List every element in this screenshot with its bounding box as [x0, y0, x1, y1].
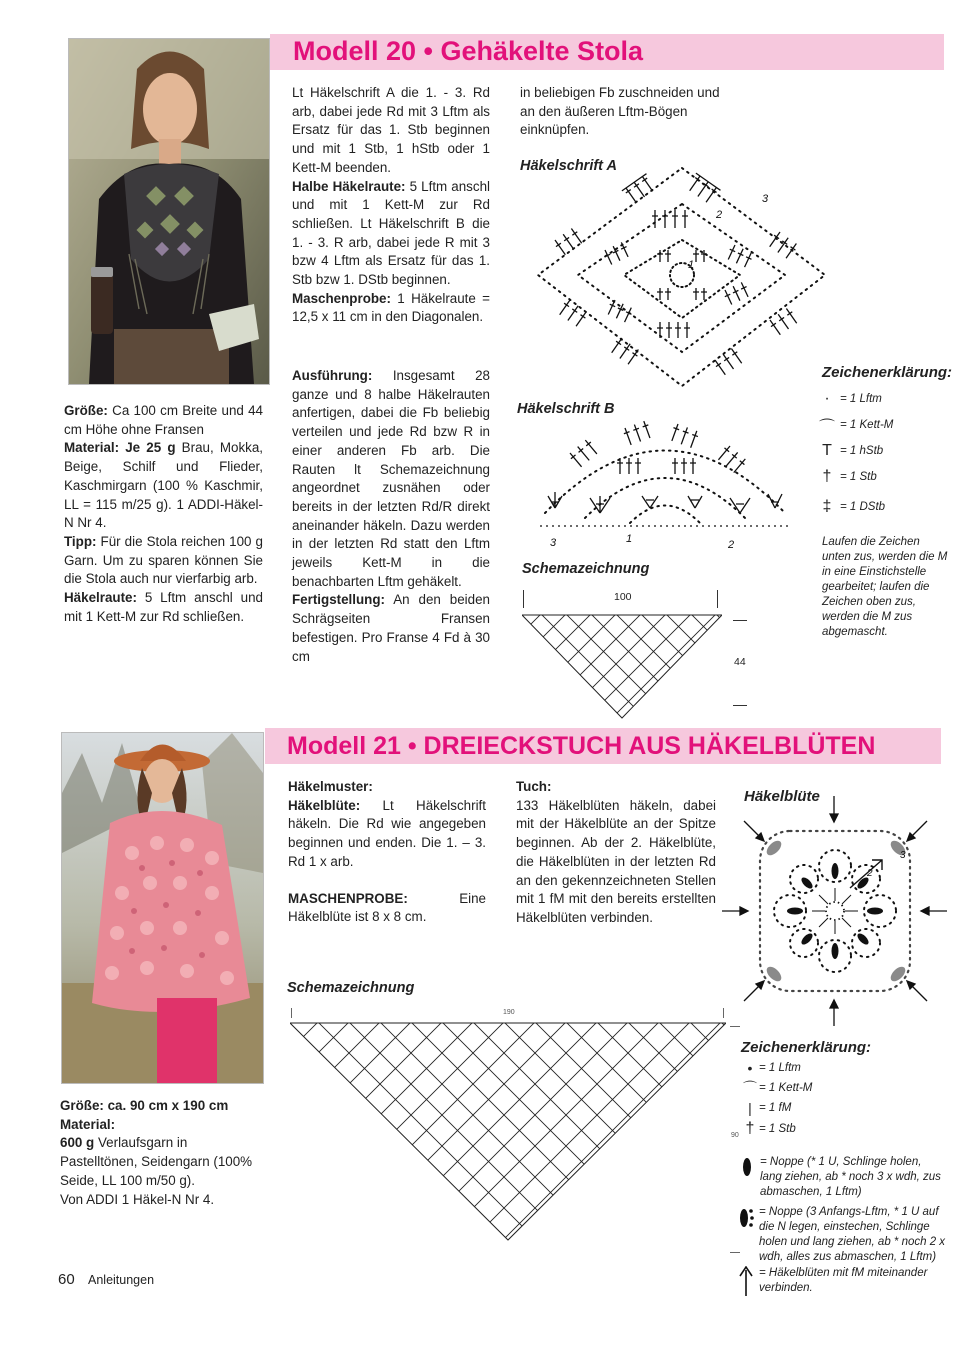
schema-grid-line — [290, 1022, 476, 1242]
schema-grid-line — [411, 1022, 631, 1242]
schema-grid-line — [625, 1022, 726, 1242]
schema-grid-line — [318, 1022, 538, 1242]
m21-schema-height: 90 — [731, 1132, 739, 1139]
m20-legend-row-hdc: T = 1 hStb — [814, 438, 954, 464]
m20-legend-row-slip: ⌒ = 1 Kett-M — [814, 412, 954, 438]
schema-grid-line — [290, 1022, 349, 1242]
flower-round-1: 1 — [860, 878, 866, 889]
m21-tuch-para: 133 Häkelblüten häkeln, dabei mit der Häkelblüte an der Spitze beginnen. Ab der 2. Häkelblüte, die Häkelblüten in der letzten Rd an den gekennzeichneten Stellen mit 1 fM mit den bereits erstellten Häkelblüten verbinden. — [516, 797, 716, 925]
footer-section: Anleitungen — [88, 1273, 155, 1287]
m21-legend-row-chain: • = 1 Lftm — [741, 1058, 941, 1078]
schema-grid-line — [522, 614, 597, 720]
m20-tip-para: Tipp: Für die Stola reichen 100 g Garn. Um zu sparen können Sie die Stola auch nur vierfarbig arb. — [64, 533, 263, 587]
m21-material-label: Material: — [60, 1116, 116, 1132]
schema-grid-line — [560, 614, 666, 720]
m20-raute-para: Häkelraute: 5 Lftm anschl und mit 1 Kett-M zur Rd schließen. — [64, 590, 263, 624]
schema-grid-line — [290, 1022, 318, 1242]
schema-grid-line — [290, 1022, 380, 1242]
crochet-chart-a — [530, 160, 835, 395]
m20-schema-title: Schemazeichnung — [522, 561, 650, 577]
m20-schema-width-tick-left — [523, 590, 524, 608]
m21-size-para: Größe: ca. 90 cm x 190 cm — [60, 1098, 229, 1113]
schema-grid-line — [628, 1022, 726, 1242]
model20-photo — [68, 38, 270, 385]
schema-grid-line — [690, 1022, 726, 1242]
schema-grid-line — [659, 1022, 726, 1242]
chart-b-row-1: 1 — [626, 533, 633, 545]
schema-grid-line — [408, 1022, 628, 1242]
puff-stitch-icon — [741, 1155, 755, 1179]
m21-material-para: 600 g Verlaufsgarn in Pastelltönen, Seidengarn (100% Seide, LL 100 m/50 g). — [60, 1135, 253, 1188]
treble-crochet-icon: ‡ — [822, 498, 832, 515]
m20-schema-height: 44 — [734, 656, 746, 668]
schema-grid-line — [522, 614, 566, 720]
schema-grid-line — [290, 1022, 445, 1242]
model21-photo — [61, 732, 264, 1084]
schema-grid-line — [522, 614, 547, 720]
chart-a-round-1: 1 — [688, 259, 695, 271]
m20-fringe-para: in beliebigen Fb zuschneiden und an den äußeren Lftm-Bögen einknüpfen. — [520, 85, 720, 138]
m21-legend-start-puff: = Noppe (3 Anfangs-Lftm, * 1 U auf die N legen, einstechen, Schlinge holen und lang ziehen, ab * noch 2 x wdh, alles zus abmaschen, 1 Lftm) — [738, 1205, 946, 1265]
m20-gauge-para: Maschenprobe: 1 Häkelraute = 12,5 x 11 cm in den Diagonalen. — [292, 290, 490, 325]
schema-grid-line — [473, 1022, 693, 1242]
model20-col1 — [64, 402, 263, 626]
schema-grid-line — [710, 614, 722, 720]
chain-stitch-icon: · — [824, 390, 830, 407]
schema-grid-line — [566, 614, 672, 720]
schema-grid-line — [635, 614, 722, 720]
schema-grid-line — [721, 1022, 726, 1242]
page-number: 60 — [58, 1271, 75, 1288]
woman-stole-photo — [69, 39, 269, 384]
woman-shawl-photo — [62, 733, 263, 1083]
single-crochet-icon: | — [748, 1100, 752, 1116]
schema-grid-line — [504, 1022, 724, 1242]
schema-grid-line — [610, 614, 716, 720]
chart-a-title: Häkelschrift A — [520, 158, 617, 174]
m21-legend-join: = Häkelblüten mit fM miteinander verbinden. — [739, 1266, 944, 1296]
m20-material-para: Material: Je 25 g Brau, Mokka, Beige, Schilf und Flieder, Kaschmirgarn (100 % Kaschmir, LL = 115 m/25 g). 1 ADDI-Häkel-N Nr 4. — [64, 440, 263, 531]
schema-grid-line — [315, 1022, 535, 1242]
join-arrow-icon — [739, 1266, 753, 1296]
m20-schema-width: 100 — [614, 591, 632, 603]
m21-legend-row-dc: † = 1 Stb — [741, 1118, 941, 1140]
m20-schema-height-tick-top — [733, 620, 747, 621]
schema-grid-line — [346, 1022, 566, 1242]
m21-flower-para: Häkelblüte: Lt Häkelschrift häkeln. Die Rd wie angegeben beginnen und enden. Die 1. – 3. Rd 1 x arb. — [288, 797, 486, 869]
schema-grid-line — [666, 614, 722, 720]
m21-hook-para: Von ADDI 1 Häkel-N Nr 4. — [60, 1191, 215, 1207]
schema-grid-line — [585, 614, 691, 720]
m21-schema-width: 190 — [503, 1009, 515, 1016]
slip-stitch-icon: ⌒ — [743, 1080, 757, 1096]
schema-grid-line — [591, 614, 697, 720]
schema-grid-line — [290, 1022, 321, 1242]
m20-legend-row-dc: † = 1 Stb — [814, 464, 954, 490]
schema-grid-line — [522, 614, 541, 720]
m20-schema-triangle — [522, 614, 722, 720]
m20-legend-note: Laufen die Zeichen unten zus, werden die M in eine Einstichstelle gearbeitet; laufen die Zeichen oben zus, werden die M zus abgemascht. — [822, 536, 948, 638]
m20-rounds-para: Lt Häkelschrift A die 1. - 3. Rd arb, dabei jede Rd mit 3 Lftm als Ersatz für das 1. Stb beginnen und mit 1 Stb, 1 hStb oder 1 Kett-M beenden. — [292, 85, 490, 175]
m21-muster-title: Häkelmuster: — [288, 779, 373, 794]
schema-grid-line — [442, 1022, 662, 1242]
chart-a-round-3: 3 — [762, 193, 769, 205]
schema-grid-line — [532, 1022, 726, 1242]
m20-execution-para: Ausführung: Insgesamt 28 ganze und 8 halbe Häkelrauten anfertigen, dabei die Fb beliebig verteilen und jede Rd bzw R in einer anderen Fb arb. Die Rauten lt Schemazeichnung angeordnet zusnähen oder bereits in der letzten Rd/R direkt aneinander häkeln. Dazu werden in der letzten Rd statt den Lftm jeweils Kett-M in die benachbarten Lftm gehäkelt. — [292, 368, 490, 589]
model21-col3 — [516, 778, 716, 928]
m20-legend-row-chain: · = 1 Lftm — [814, 386, 954, 412]
m21-legend-title: Zeichenerklärung: — [741, 1039, 872, 1056]
m21-schema-height-tick-top — [730, 1026, 740, 1027]
m21-schema-title: Schemazeichnung — [287, 980, 415, 996]
schema-grid-line — [522, 614, 572, 720]
chain-stitch-icon: • — [747, 1060, 753, 1076]
m21-legend-puff: = Noppe (* 1 U, Schlinge holen, lang ziehen, ab * noch 3 x wdh, zus abmaschen, 1 Lftm) — [741, 1155, 946, 1200]
model20-col2b — [292, 367, 490, 666]
m20-schema-height-tick-bottom — [733, 705, 747, 706]
schema-grid-line — [687, 1022, 726, 1242]
schema-grid-line — [691, 614, 722, 720]
model21-col1 — [60, 1097, 260, 1209]
schema-grid-line — [290, 1022, 414, 1242]
model20-title: Modell 20 • Gehäkelte Stola — [293, 36, 644, 66]
schema-grid-line — [535, 614, 641, 720]
flower-chart — [722, 796, 952, 1026]
m21-legend — [741, 1058, 941, 1140]
m20-legend-title: Zeichenerklärung: — [822, 364, 953, 381]
chart-b-row-3: 3 — [550, 537, 557, 549]
m21-gauge-para: MASCHENPROBE: Eine Häkelblüte ist 8 x 8 cm. — [288, 890, 486, 925]
chart-a-round-2: 2 — [716, 209, 723, 221]
m21-legend-row-slip: ⌒ = 1 Kett-M — [743, 1080, 813, 1096]
starting-puff-icon — [738, 1205, 755, 1231]
m20-legend-row-tr: ‡ = 1 DStb — [814, 490, 954, 524]
schema-grid-line — [349, 1022, 569, 1242]
chart-b-title: Häkelschrift B — [517, 401, 615, 417]
m20-size-para: Größe: Ca 100 cm Breite und 44 cm Höhe ohne Fransen — [64, 403, 263, 437]
schema-grid-line — [616, 614, 722, 720]
schema-grid-line — [377, 1022, 597, 1242]
m21-tuch-title: Tuch: — [516, 779, 552, 794]
model21-col2 — [288, 778, 486, 927]
chart-b-row-2: 2 — [728, 539, 735, 551]
m21-legend-row-sc: | = 1 fM — [741, 1098, 941, 1118]
schema-grid-line — [656, 1022, 726, 1242]
m20-finish-para: Fertigstellung: An den beiden Schrägseiten Fransen befestigen. Pro Franse 4 Fd à 30 cm — [292, 592, 490, 664]
half-double-crochet-icon: T — [822, 442, 832, 459]
schema-grid-line — [290, 1022, 352, 1242]
model20-col2 — [292, 84, 490, 327]
schema-grid-line — [290, 1022, 383, 1242]
schema-grid-line — [718, 1022, 726, 1242]
slip-stitch-icon: ⌒ — [818, 418, 835, 436]
model20-col3 — [520, 84, 720, 140]
m21-schema-width-tick-right — [723, 1008, 724, 1018]
flower-chart-title: Häkelblüte — [744, 788, 820, 805]
m21-schema-triangle — [290, 1022, 726, 1242]
schema-grid-line — [290, 1022, 442, 1242]
m20-half-para: Halbe Häkelraute: 5 Lftm anschl und mit 1 Kett-M zur Rd schließen. Lt Häkelschrift B die 1. - 3. R arb, dabei jede R mit 3 bzw 4 Lftm als Ersatz für das 1. Stb bzw 1. DStb beginnen. — [292, 178, 490, 288]
m21-schema-width-tick-left — [291, 1008, 292, 1018]
schema-grid-line — [439, 1022, 659, 1242]
schema-grid-line — [685, 614, 722, 720]
schema-grid-line — [566, 1022, 726, 1242]
schema-grid-line — [563, 1022, 726, 1242]
schema-grid-line — [501, 1022, 721, 1242]
schema-grid-line — [380, 1022, 600, 1242]
flower-round-2: 2 — [867, 868, 873, 879]
double-crochet-icon: † — [745, 1120, 755, 1137]
double-crochet-icon: † — [822, 468, 832, 485]
schema-grid-line — [470, 1022, 690, 1242]
m20-legend — [814, 386, 954, 524]
schema-grid-line — [541, 614, 647, 720]
model21-title: Modell 21 • DREIECKSTUCH AUS HÄKELBLÜTEN — [287, 732, 876, 760]
m20-schema-width-tick-right — [717, 590, 718, 608]
schema-grid-line — [716, 614, 722, 720]
crochet-chart-b — [530, 408, 800, 553]
flower-round-3: 3 — [900, 850, 906, 861]
